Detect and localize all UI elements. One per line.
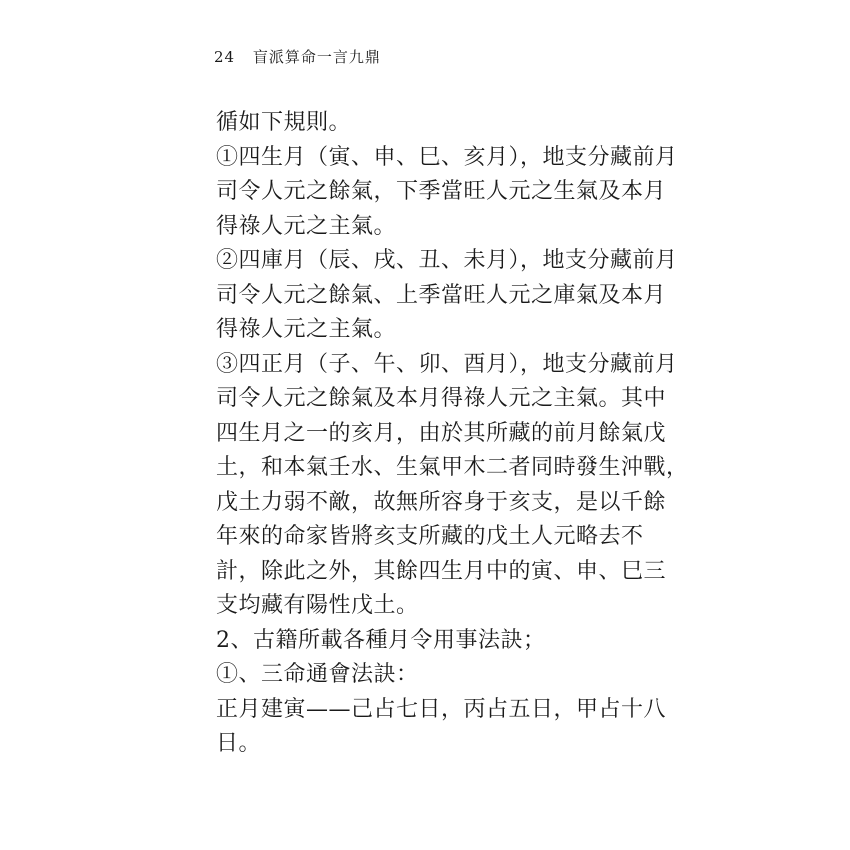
text-line: 司令人元之餘氣，下季當旺人元之生氣及本月: [216, 179, 667, 204]
text-line: 2、古籍所載各種月令用事法訣；: [216, 627, 546, 653]
text-line: ③四正月（子、午、卯、酉月），地支分藏前月: [216, 351, 678, 377]
text-line: ②四庫月（辰、戌、丑、未月），地支分藏前月: [216, 248, 678, 273]
text-line: 得祿人元之主氣。: [216, 317, 397, 342]
text-line: 司令人元之餘氣及本月得祿人元之主氣。其中: [216, 386, 667, 411]
text-line: 循如下規則。: [216, 110, 352, 135]
text-line: 支均藏有陽性戊土。: [216, 593, 419, 618]
page-number: 24: [214, 48, 236, 66]
running-header: [214, 46, 381, 68]
text-line: 四生月之一的亥月，由於其所藏的前月餘氣戊: [216, 420, 667, 446]
text-line: 土，和本氣壬水、生氣甲木二者同時發生沖戰，: [216, 455, 689, 480]
book-title: 盲派算命一言九鼎: [252, 48, 381, 66]
text-line: ①、三命通會法訣：: [216, 662, 419, 687]
text-line: 戊土力弱不敵，故無所容身于亥支，是以千餘: [216, 489, 667, 515]
text-line: 司令人元之餘氣、上季當旺人元之庫氣及本月: [216, 282, 667, 308]
text-line: 得祿人元之主氣。: [216, 213, 397, 239]
text-line: 日。: [216, 731, 262, 756]
text-line: 正月建寅——己占七日，丙占五日，甲占十八: [216, 696, 667, 722]
text-line: 計，除此之外，其餘四生月中的寅、申、巳三: [216, 558, 667, 584]
text-line: 年來的命家皆將亥支所藏的戊土人元略去不: [216, 524, 644, 549]
text-line: ①四生月（寅、申、巳、亥月），地支分藏前月: [216, 144, 678, 170]
body-text: [216, 106, 689, 762]
